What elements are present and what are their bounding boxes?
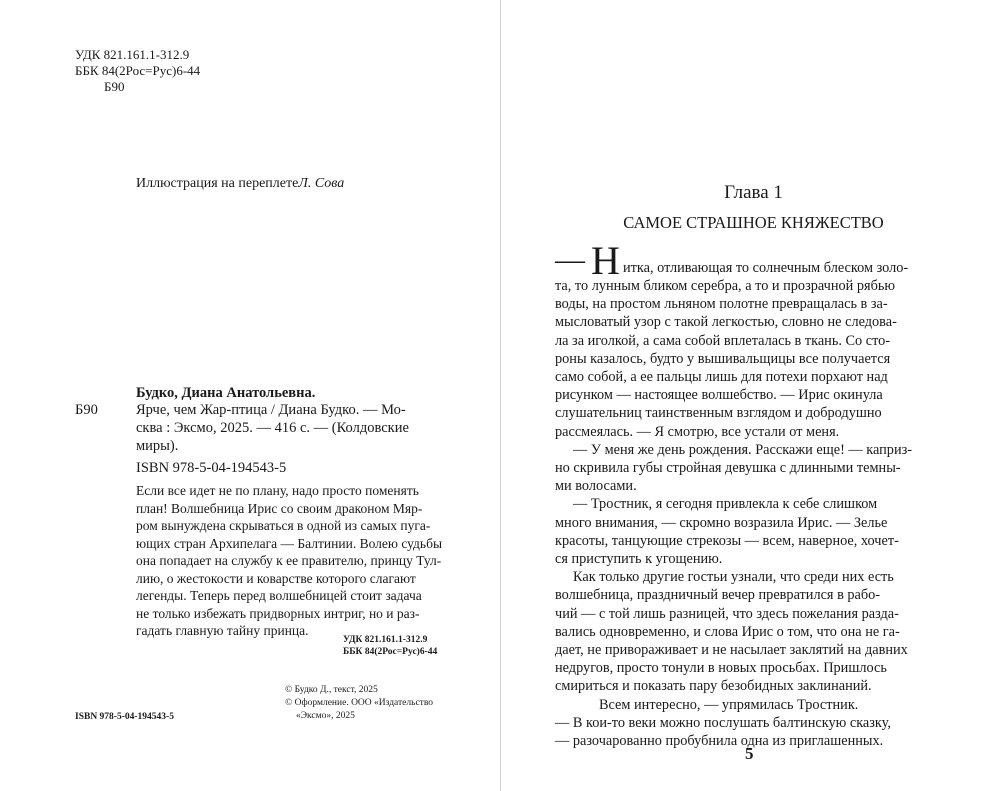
text-line: — В кои-то веки можно послушать балтинскую сказку, [555,714,891,731]
text-line: — У меня же день рождения. Расскажи еще! — каприз- [573,441,913,458]
text-line: роны казалось, будто у вышивальщицы все получается [555,350,891,367]
text-line: Как только другие гостьи узнали, что среди них есть [573,569,894,586]
text-line: смириться и показать пару безобидных заклинаний. [555,678,872,695]
text-line: слушательниц таинственным взглядом и добродушно [555,405,882,422]
text-line: вались одновременно, и слова Ирис о том, что она не га- [555,623,900,640]
right-page-chapter [501,0,1006,791]
dropcap-dash: — [555,243,585,276]
text-line: волшебница, праздничный вечер превратился в рабо- [555,587,881,604]
text-line: само собой, а ее пальцы лишь для потехи порхают над [555,369,888,385]
text-line: та, то лунным бликом серебра, а то и прозрачной рябью [555,278,896,294]
annotation-line: она попадает на службу к ее правителю, принцу Тул- [136,553,442,568]
annotation-line: легенды. Теперь перед волшебницей стоит задача [136,588,422,603]
text-line: Всем интересно, — упрямилась Тростник. [599,696,859,713]
annotation-line: не только избежать придворных интриг, но и раз- [136,605,420,621]
text-line: рисунком — настоящее волшебство. — Ирис окинула [555,387,883,404]
text-line: — разочарованно пробубнила одна из приглашенных. [555,733,884,749]
isbn-bottom: ISBN 978-5-04-194543-5 [75,712,174,722]
udk-bottom-line: УДК 821.161.1-312.9 [343,635,428,645]
biblio-line: миры). [136,438,179,454]
copyright-line: © Оформление. ООО «Издательство [285,698,434,708]
text-line: воды, на простом льняном полотне превращалась в за- [555,296,888,313]
text-line: ми волосами. [555,478,637,495]
author-heading: Будко, Диана Анатольевна. [136,385,316,401]
left-page-imprint [0,0,500,791]
index-code: Б90 [75,402,98,418]
biblio-line: Ярче, чем Жар-птица / Диана Будко. — Мо- [136,402,406,418]
illustration-credit [136,176,344,192]
dropcap-letter: Н [591,238,620,283]
text-line: но скривила губы стройная девушка с длинными темны- [555,460,901,476]
annotation-line: лию, о жестокости и коварстве которого слагают [136,570,416,586]
copyright-line: © Будко Д., текст, 2025 [285,685,378,695]
chapter-subtitle: САМОЕ СТРАШНОЕ КНЯЖЕСТВО [623,213,884,232]
text-line: недругов, просто тонули в новых просьбах. Пришлось [555,660,887,677]
biblio-line: сква : Эксмо, 2025. — 416 с. — (Колдовские [136,420,409,436]
illustrator-name: Л. Сова [298,176,345,191]
annotation-line: план! Волшебница Ирис со своим драконом Мяр- [136,500,423,516]
text-line: ла за иголкой, а сама собой вплеталась в ткань. Со сто- [555,332,891,349]
isbn-line: ISBN 978-5-04-194543-5 [136,460,287,476]
text-line: красоты, танцующие стрекозы — всем, наверное, хочет- [555,532,899,549]
bbk-bottom-line: ББК 84(2Рос=Рус)6-44 [343,647,438,657]
annotation-line: Если все идет не по плану, надо просто поменять [136,483,419,498]
author-mark-top: Б90 [104,79,125,94]
udk-line: УДК 821.161.1-312.9 [75,47,190,62]
text-line: итка, отливающая то солнечным блеском золо- [623,260,909,276]
text-line: много внимания, — скромно возразила Ирис. — Зелье [555,514,888,531]
copyright-line: «Эксмо», 2025 [296,711,355,721]
text-line: рассмеялась. — Я смотрю, все устали от меня. [555,423,840,440]
page-number: 5 [745,744,754,763]
text-line: — Тростник, я сегодня привлекла к себе слишком [573,496,878,513]
text-line: мысловатый узор с такой легкостью, словно не следова- [555,314,897,331]
annotation-line: ющих стран Архипелага — Балтинии. Волею судьбы [136,535,443,551]
annotation-line: гадать главную тайну принца. [136,623,309,638]
annotation-line: ром вынуждена скрываться в одной из самых пуга- [136,518,431,533]
illustration-label: Иллюстрация на переплете [136,176,299,191]
text-line: дает, не привораживает и не насылает заклятий на давних [555,642,908,658]
text-line: ся приступить к угощению. [555,551,723,567]
bbk-line: ББК 84(2Рос=Рус)6-44 [75,63,201,78]
text-line: чий — с той лишь разницей, что здесь пожелания разда- [555,605,899,622]
chapter-title: Глава 1 [724,182,783,203]
